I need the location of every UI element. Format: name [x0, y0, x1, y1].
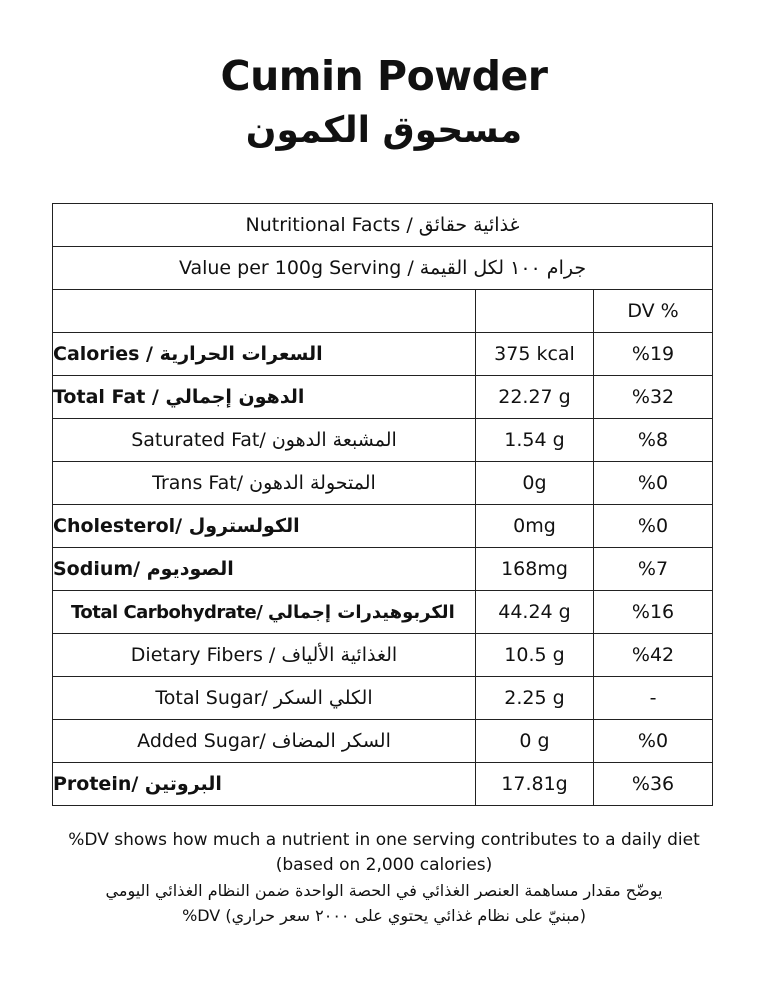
nutrient-dv: -	[594, 677, 713, 720]
nutrient-dv: %42	[594, 634, 713, 677]
nutrient-value: 0mg	[476, 505, 594, 548]
nutrient-dv: %36	[594, 763, 713, 806]
serving-size-label: Value per 100g Serving / جرام ١٠٠ لكل القيمة	[53, 247, 713, 290]
table-row	[53, 763, 713, 806]
nutrient-value: 375 kcal	[476, 333, 594, 376]
nutrient-name: Protein/ البروتين	[53, 763, 476, 806]
nutrient-name: Sodium/ الصوديوم	[53, 548, 476, 591]
nutrient-name: Total Fat / الدهون إجمالي	[53, 376, 476, 419]
nutritional-facts-heading: Nutritional Facts / غذائية حقائق	[53, 204, 713, 247]
nutrient-dv: %32	[594, 376, 713, 419]
dv-column-header: DV %	[594, 290, 713, 333]
footnote-arabic-line-2: (مبنيّ على نظام غذائي يحتوي على ٢٠٠٠ سعر حراري) DV%	[182, 906, 586, 925]
nutrient-dv: %19	[594, 333, 713, 376]
nutrition-facts-table	[52, 203, 713, 806]
table-row	[53, 591, 713, 634]
nutrient-dv: %0	[594, 462, 713, 505]
nutrient-dv: %0	[594, 505, 713, 548]
serving-row	[53, 247, 713, 290]
nutrient-name: Trans Fat/ المتحولة الدهون	[53, 462, 476, 505]
nutrient-dv: %16	[594, 591, 713, 634]
product-title-arabic: مسحوق الكمون	[245, 110, 523, 151]
table-header-row	[53, 204, 713, 247]
nutrient-name: Total Sugar/ الكلي السكر	[53, 677, 476, 720]
nutrient-value: 10.5 g	[476, 634, 594, 677]
nutrient-dv: %0	[594, 720, 713, 763]
nutrient-dv: %8	[594, 419, 713, 462]
nutrient-name: Added Sugar/ السكر المضاف	[53, 720, 476, 763]
dv-footnote	[0, 828, 768, 928]
table-row	[53, 419, 713, 462]
table-row	[53, 548, 713, 591]
nutrient-name: Dietary Fibers / الغذائية الألياف	[53, 634, 476, 677]
table-row	[53, 462, 713, 505]
empty-header-cell	[476, 290, 594, 333]
product-title-english: Cumin Powder	[220, 52, 548, 100]
table-row	[53, 333, 713, 376]
footnote-english-line-1: %DV shows how much a nutrient in one serving contributes to a daily diet	[68, 830, 700, 850]
nutrient-value: 168mg	[476, 548, 594, 591]
nutrient-dv: %7	[594, 548, 713, 591]
nutrient-value: 1.54 g	[476, 419, 594, 462]
empty-header-cell	[53, 290, 476, 333]
footnote-english-line-2: (based on 2,000 calories)	[275, 855, 493, 875]
table-row	[53, 677, 713, 720]
nutrient-name: Cholesterol/ الكولسترول	[53, 505, 476, 548]
nutrient-value: 2.25 g	[476, 677, 594, 720]
nutrient-value: 44.24 g	[476, 591, 594, 634]
table-row	[53, 720, 713, 763]
table-row	[53, 505, 713, 548]
column-header-row	[53, 290, 713, 333]
nutrient-name: Calories / السعرات الحرارية	[53, 333, 476, 376]
table-row	[53, 634, 713, 677]
nutrient-name: Total Carbohydrate/ الكربوهيدرات إجمالي	[53, 591, 476, 634]
nutrient-value: 17.81g	[476, 763, 594, 806]
table-row	[53, 376, 713, 419]
nutrient-name: Saturated Fat/ المشبعة الدهون	[53, 419, 476, 462]
footnote-arabic-line-1: يوضّح مقدار مساهمة العنصر الغذائي في الحصة الواحدة ضمن النظام الغذائي اليومي	[105, 881, 663, 900]
nutrient-value: 0 g	[476, 720, 594, 763]
nutrient-value: 0g	[476, 462, 594, 505]
nutrient-value: 22.27 g	[476, 376, 594, 419]
